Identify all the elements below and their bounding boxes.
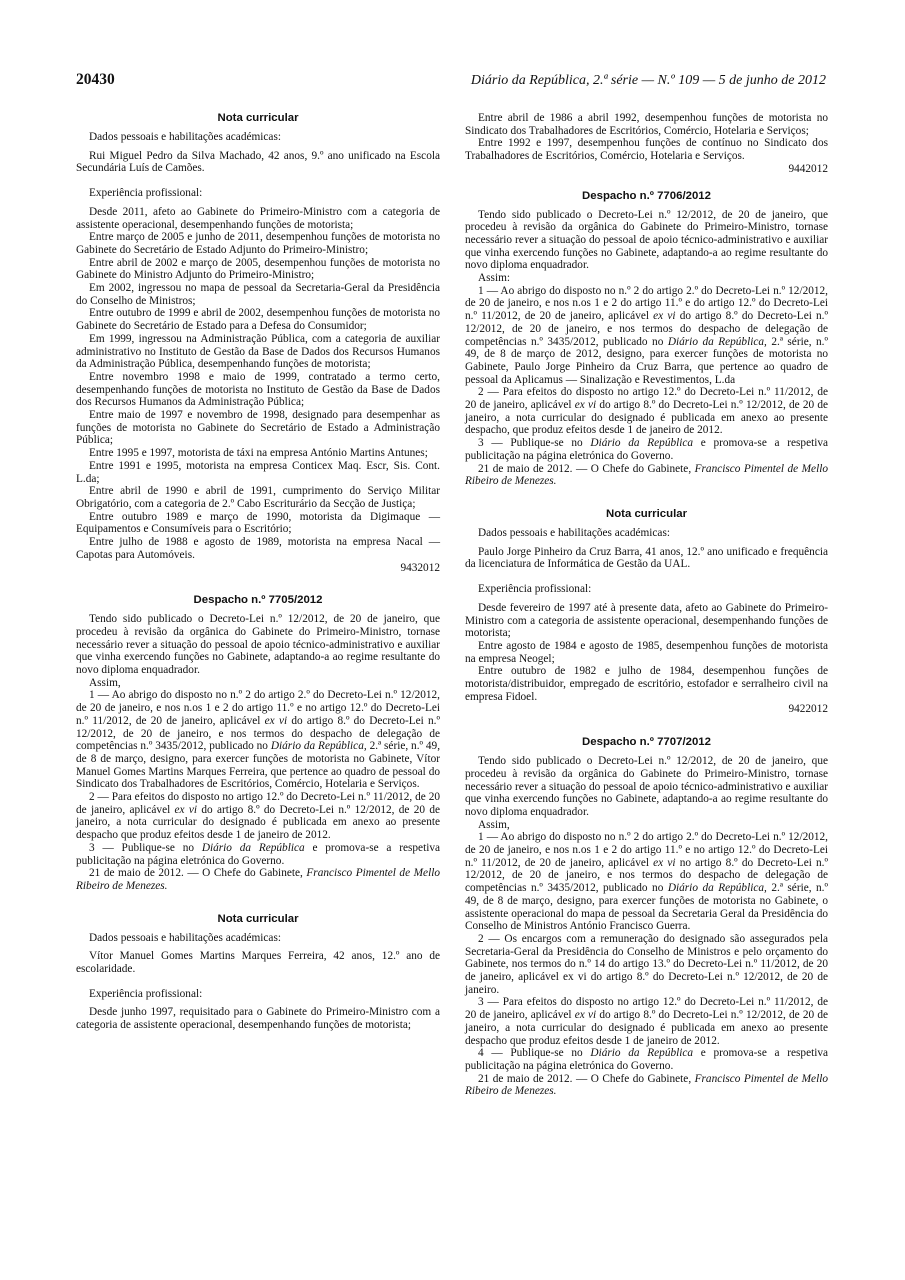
experience-list <box>465 602 828 704</box>
subheading: Dados pessoais e habilitações académicas: <box>478 526 670 539</box>
document-id: 9432012 <box>400 561 440 574</box>
intro-paragraph: Tendo sido publicado o Decreto-Lei n.º 12/2012, de 20 de janeiro, que procedeu à revisão da orgânica do Gabinete do Primeiro-Ministro, tornase necessário rever a situação do pessoal de apoio técnico-administrativo e auxiliar que vinha exercendo funções no Gabinete, adaptando-a ao regime resultante do novo diploma enquadrador. <box>465 208 828 272</box>
subheading: Dados pessoais e habilitações académicas: <box>89 931 281 944</box>
signature: 21 de maio de 2012. — O Chefe do Gabinete, Francisco Pimentel de Mello Ribeiro de Menezes. <box>76 867 440 892</box>
paragraph-1: 1 — Ao abrigo do disposto no n.º 2 do artigo 2.º do Decreto-Lei n.º 12/2012, de 20 de janeiro, e nos n.os 1 e 2 do artigo 11.º e do artigo 12.º do Decreto-Lei n.º 11/2012, de 20 de janeiro, aplicável ex vi do artigo 8.º do Decreto-Lei n.º 12/2012, de 20 de janeiro, e nos termos do despacho de delegação de competências n.º 3435/2012, publicado no Diário da República, 2.ª série, n.º 49, de 8 de março de 2012, designo, para exercer funções de motorista no Gabinete, Paulo Jorge Pinheiro da Cruz Barra, que pertence ao quadro de pessoal da Aplicamus — Sinalização e Revestimentos, L.da <box>465 284 829 386</box>
right-column <box>465 112 828 1098</box>
paragraph-2: 2 — Para efeitos do disposto no artigo 12.º do Decreto-Lei n.º 11/2012, de 20 de janeiro, aplicável ex vi do artigo 8.º do Decreto-Lei n.º 12/2012, de 20 de janeiro, a nota curricular do designado é publicada em anexo ao presente despacho, que produz efeitos desde 1 de janeiro de 2012. <box>465 386 829 437</box>
list-item: Entre 1991 e 1995, motorista na empresa Conticex Maq. Escr, Sis. Cont. L.da; <box>76 459 440 485</box>
running-head: Diário da República, 2.ª série — N.º 109 — 5 de junho de 2012 <box>470 73 826 88</box>
nota-curricular-2 <box>76 913 440 1032</box>
list-item: Entre 1995 e 1997, motorista de táxi na empresa António Martins Antunes; <box>89 447 428 460</box>
list-item: Entre outubro de 1999 e abril de 2002, desempenhou funções de motorista no Gabinete do Secretário de Estado para a Defesa do Consumidor; <box>76 307 440 333</box>
nota-curricular-3 <box>465 508 828 716</box>
nota-curricular-2-continued <box>465 112 828 176</box>
assim: Assim, <box>478 818 510 831</box>
personal-data: Paulo Jorge Pinheiro da Cruz Barra, 41 anos, 12.º ano unificado e frequência da licenciatura de Informática de Gestão da UAL. <box>465 545 828 571</box>
list-item: Desde 2011, afeto ao Gabinete do Primeiro-Ministro com a categoria de assistente operacional, desempenhando funções de motorista; <box>76 205 440 231</box>
list-item: Entre 1992 e 1997, desempenhou funções de contínuo no Sindicato dos Trabalhadores de Escritórios, Comércio, Hotelaria e Serviços. <box>465 137 828 163</box>
list-item: Entre outubro 1989 e março de 1990, motorista da Digimaque — Equipamentos e Consumíveis para o Escritório; <box>76 510 440 536</box>
list-item: Entre abril de 1986 a abril 1992, desempenhou funções de motorista no Sindicato dos Trabalhadores de Escritórios, Comércio, Hotelaria e Serviços; <box>465 112 828 137</box>
section-heading: Despacho n.º 7706/2012 <box>582 189 711 202</box>
paragraph-3: 3 — Publique-se no Diário da República e promova-se a respetiva publicitação na página eletrónica do Governo. <box>76 841 441 867</box>
paragraph-2: 2 — Os encargos com a remuneração do designado são assegurados pela Secretaria-Geral da Presidência do Conselho de Ministros e pelo orçamento do Gabinete, nos termos do n.º 14 do artigo 13.º do Decreto-Lei n.º 11/2012, de 20 de janeiro, aplicável ex vi do artigo 8.º do Decreto-Lei n.º 12/2012, de 20 de janeiro. <box>465 932 828 996</box>
list-item: Entre novembro 1998 e maio de 1999, contratado a termo certo, desempenhando funções de motorista no Instituto de Gestão da Base de Dados dos Recursos Humanos da Administração Pública; <box>76 370 440 409</box>
section-heading: Despacho n.º 7707/2012 <box>582 736 711 749</box>
subheading: Experiência profissional: <box>478 583 592 596</box>
signature: 21 de maio de 2012. — O Chefe do Gabinete, Francisco Pimentel de Mello Ribeiro de Menezes. <box>465 462 828 488</box>
list-item: Entre abril de 2002 e março de 2005, desempenhou funções de motorista no Gabinete do Ministro Adjunto do Primeiro-Ministro; <box>76 256 440 282</box>
personal-data: Vítor Manuel Gomes Martins Marques Ferreira, 42 anos, 12.º ano de escolaridade. <box>76 950 440 976</box>
subheading: Dados pessoais e habilitações académicas: <box>89 131 281 143</box>
left-column <box>76 112 440 1032</box>
paragraph-1: 1 — Ao abrigo do disposto no n.º 2 do artigo 2.º do Decreto-Lei n.º 12/2012, de 20 de janeiro, e nos n.os 1 e 2 do artigo 11.º e no artigo 12.º do Decreto-Lei n.º 11/2012, de 20 de janeiro, aplicável ex vi no artigo 8.º do Decreto-Lei n.º 12/2012, de 20 de janeiro, e nos termos do despacho de delegação de competências n.º 3435/2012, publicado no Diário da República, 2.ª série, n.º 49, de 8 de março, designo, para exercer funções de motorista no Gabinete, o assistente operacional do mapa de pessoal da Secretaria Geral da Presidência do Conselho de Ministros António Francisco Guerra. <box>465 831 829 933</box>
subheading: Experiência profissional: <box>89 987 203 1000</box>
despacho-7707 <box>465 736 828 1098</box>
paragraph-3: 3 — Para efeitos do disposto no artigo 12.º do Decreto-Lei n.º 11/2012, de 20 de janeiro, aplicável ex vi do artigo 8.º do Decreto-Lei n.º 12/2012, de 20 de janeiro, a nota curricular do designado é publicada em anexo ao presente despacho que produz efeitos desde 1 de janeiro de 2012. <box>465 996 829 1047</box>
list-item: Em 1999, ingressou na Administração Pública, com a categoria de auxiliar administrativo no Instituto de Gestão da Base de Dados dos Recursos Humanos da Administração Pública, desempenhando funções de motorista; <box>76 332 440 371</box>
list-item: Entre outubro de 1982 e julho de 1984, desempenhou funções de motorista/distribuidor, empregado de escritório, estofador e serralheiro civil na empresa Fidoel. <box>465 665 828 703</box>
personal-data: Rui Miguel Pedro da Silva Machado, 42 anos, 9.º ano unificado na Escola Secundária Luís de Camões. <box>76 149 440 175</box>
assim: Assim, <box>89 676 121 689</box>
signature: 21 de maio de 2012. — O Chefe do Gabinete, Francisco Pimentel de Mello Ribeiro de Menezes. <box>465 1072 828 1098</box>
subheading: Experiência profissional: <box>89 187 203 200</box>
list-item: Entre julho de 1988 e agosto de 1989, motorista na empresa Nacal — Capotas para Automóveis. <box>76 536 440 561</box>
page-number: 20430 <box>76 71 115 88</box>
despacho-7706 <box>465 190 828 488</box>
section-heading: Nota curricular <box>217 112 299 124</box>
paragraph-2: 2 — Para efeitos do disposto no artigo 12.º do Decreto-Lei n.º 11/2012, de 20 de janeiro, aplicável ex vi do artigo 8.º do Decreto-Lei n.º 12/2012, de 20 de janeiro, a nota curricular do designado é publicada em anexo ao presente despacho que produz efeitos desde 1 de janeiro de 2012. <box>76 791 440 842</box>
list-item: Entre abril de 1990 e abril de 1991, cumprimento do Serviço Militar Obrigatório, com a categoria de 2.º Cabo Escriturário da Secção de Justiça; <box>76 485 440 510</box>
list-item: Entre agosto de 1984 e agosto de 1985, desempenhou funções de motorista na empresa Neogel; <box>465 639 828 665</box>
section-heading: Nota curricular <box>217 912 299 925</box>
paragraph-4: 4 — Publique-se no Diário da República e promova-se a respetiva publicitação na página eletrónica do Governo. <box>465 1047 829 1072</box>
nota-curricular-1 <box>76 112 440 574</box>
paragraph-1: 1 — Ao abrigo do disposto no n.º 2 do artigo 2.º do Decreto-Lei n.º 12/2012, de 20 de janeiro, e nos n.os 1 e 2 do artigo 11.º e no artigo 12.º do Decreto-Lei n.º 11/2012, de 20 de janeiro, aplicável ex vi do artigo 8.º do Decreto-Lei n.º 12/2012, de 20 de janeiro, e nos termos do despacho de delegação de competências n.º 3435/2012, publicado no Diário da República, 2.ª série, n.º 49, de 8 de março, designo, para exercer funções de motorista no Gabinete, Vítor Manuel Gomes Martins Marques Ferreira, que pertence ao quadro de pessoal do Sindicato dos Trabalhadores de Escritórios, Comércio, Hotelaria e Serviços. <box>76 689 441 791</box>
list-item: Desde fevereiro de 1997 até à presente data, afeto ao Gabinete do Primeiro-Ministro com a categoria de assistente operacional, desempenhando funções de motorista; <box>465 601 828 640</box>
list-item: Desde junho 1997, requisitado para o Gabinete do Primeiro-Ministro com a categoria de assistente operacional, desempenhando funções de motorista; <box>76 1006 440 1032</box>
despacho-7705 <box>76 594 440 892</box>
document-id: 9422012 <box>788 703 828 716</box>
document-id: 9442012 <box>788 162 828 175</box>
experience-list <box>76 206 440 562</box>
intro-paragraph: Tendo sido publicado o Decreto-Lei n.º 12/2012, de 20 de janeiro, que procedeu à revisão da orgânica do Gabinete do Primeiro-Ministro, tornase necessário rever a situação do pessoal de apoio técnico-administrativo e auxiliar que vinha exercendo funções no Gabinete, adaptando-a ao regime resultante do novo diploma enquadrador. <box>76 613 440 677</box>
list-item: Em 2002, ingressou no mapa de pessoal da Secretaria-Geral da Presidência do Conselho de Ministros; <box>76 282 440 307</box>
assim: Assim: <box>478 272 511 285</box>
list-item: Entre março de 2005 e junho de 2011, desempenhou funções de motorista no Gabinete do Secretário de Estado Adjunto do Primeiro-Ministro; <box>76 231 440 256</box>
section-heading: Despacho n.º 7705/2012 <box>193 594 323 607</box>
paragraph-3: 3 — Publique-se no Diário da República e promova-se a respetiva publicitação na página eletrónica do Governo. <box>465 437 829 462</box>
intro-paragraph: Tendo sido publicado o Decreto-Lei n.º 12/2012, de 20 de janeiro, que procedeu à revisão da orgânica do Gabinete do Primeiro-Ministro, tornase necessário rever a situação do pessoal de apoio técnico-administrativo e auxiliar que vinha exercendo funções no Gabinete, adaptando-a ao regime resultante do novo diploma enquadrador. <box>465 755 828 818</box>
section-heading: Nota curricular <box>605 507 688 520</box>
list-item: Entre maio de 1997 e novembro de 1998, designado para desempenhar as funções de motorista no Gabinete do Secretário de Estado a Administração Pública; <box>76 409 440 447</box>
